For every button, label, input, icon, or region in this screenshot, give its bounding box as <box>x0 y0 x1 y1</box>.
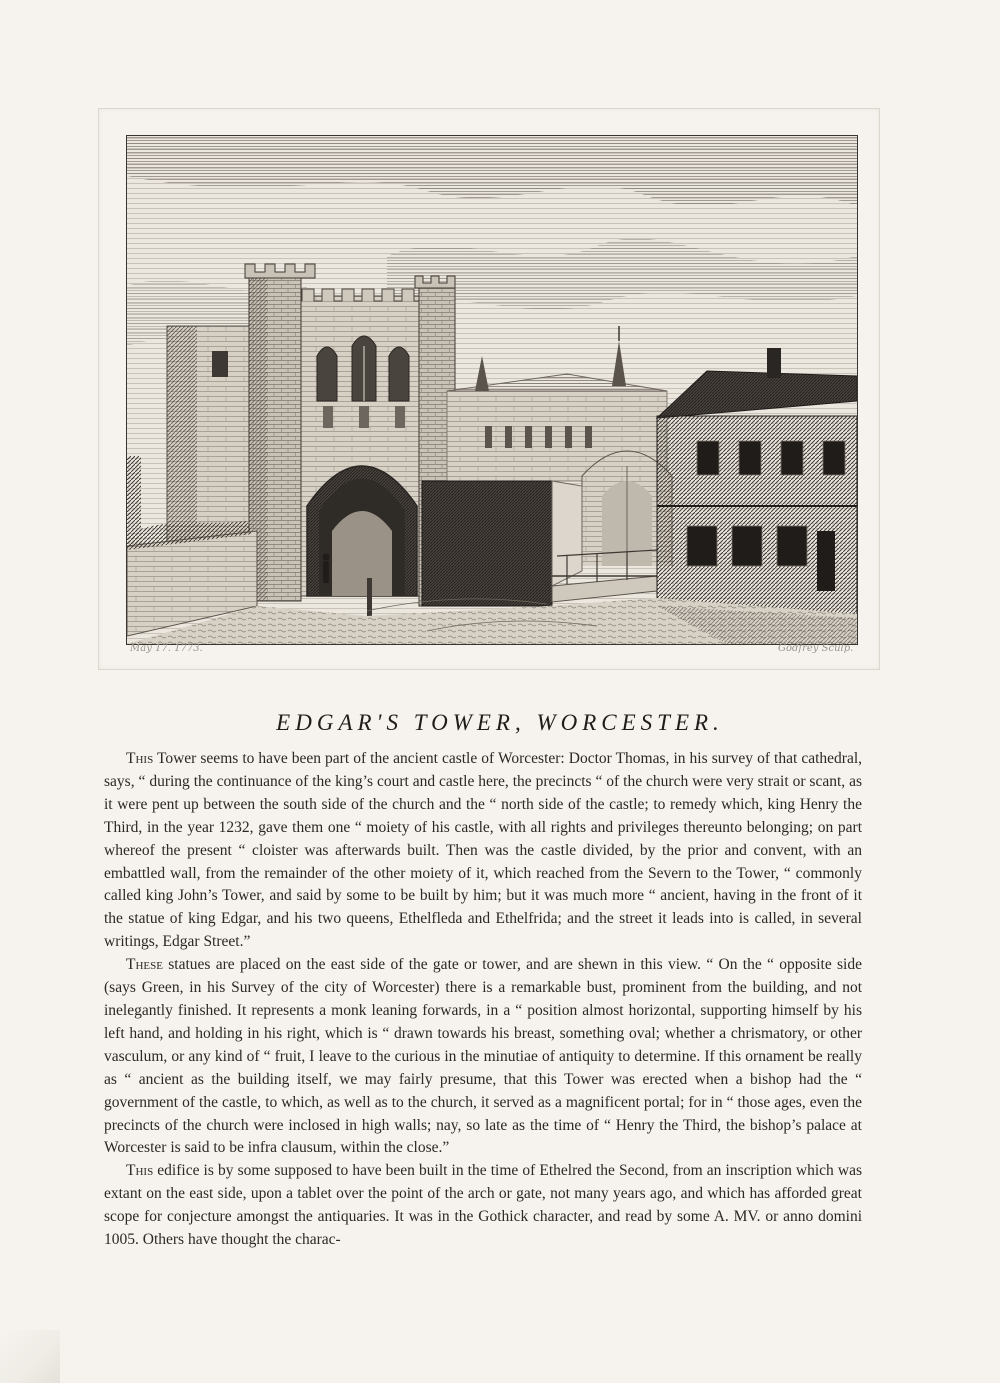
plate-imprint-date: May 17. 1773. <box>130 643 203 654</box>
paragraph-2-text: statues are placed on the east side of the gate or tower, and are shewn in this view. “ On the “ opposite side (says Green, in his Survey of the city of Worcester) there is a remarkable bust, prominent from the building, and not inelegantly finished. It represents a monk leaning forwards, in a “ position almost horizontal, supporting himself by his left hand, and holding in his right, which is “ drawn towards his breast, something oval; whether a chrismatory, or other vasculum, or any kind of “ fruit, I leave to the curious in the minutiae of antiquity to determine. If this ornament be really as “ ancient as the building itself, we may fairly presume, that this Tower was erected when a bishop had the “ government of the castle, to which, as well as to the church, it served as a magnificent portal; for in “ those ages, even the precincts of the church were inclosed in high walls; nay, so late as the time of “ Henry the Third, the bishop’s palace at Worcester is said to be infra clausum, within the close.” <box>104 956 862 1157</box>
paragraph-3-text: edifice is by some supposed to have been built in the time of Ethelred the Second, from an inscription which was extant on the east side, upon a tablet over the point of the arch or gate, not many years ago, and which has afforded great scope for conjecture amongst the antiquaries. It was in the Gothick character, and read by some A. MV. or anno domini 1005. Others have thought the charac- <box>104 1162 862 1249</box>
engraving-edgars-tower <box>126 135 858 645</box>
body-text <box>104 748 862 1252</box>
engraving-illustration <box>127 136 857 644</box>
paragraph-1 <box>104 748 862 954</box>
paragraph-1-text: Tower seems to have been part of the ancient castle of Worcester: Doctor Thomas, in his survey of that cathedral, says, “ during the continuance of the king’s court and castle here, the precincts “ of the church were very strait or scant, as it were pent up between the south side of the church and the “ north side of the castle; to remedy which, king Henry the Third, in the year 1232, gave them one “ moiety of his castle, with all rights and privileges thereunto belonging; on part whereof the present “ cloister was afterwards built. Then was the castle divided, by the prior and convent, with an embattled wall, from the remainder of the other moiety of it, which reached from the Severn to the Tower, “ commonly called king John’s Tower, and said by some to be built by him; but it was much more “ ancient, having in the front of it the statue of king Edgar, and his two queens, Ethelfleda and Ethelfrida; and the street it leads into is called, in several writings, Edgar Street.” <box>104 750 862 951</box>
paragraph-1-lead: This <box>126 750 154 767</box>
paragraph-3 <box>104 1160 862 1252</box>
paragraph-2 <box>104 954 862 1160</box>
plate-title: EDGAR'S TOWER, WORCESTER. <box>276 710 724 735</box>
paragraph-3-lead: This <box>126 1162 154 1180</box>
torn-page-edge <box>0 1330 60 1383</box>
paragraph-2-lead: These <box>126 956 163 974</box>
plate-engraver-credit: Godfrey Sculp. <box>778 643 854 654</box>
